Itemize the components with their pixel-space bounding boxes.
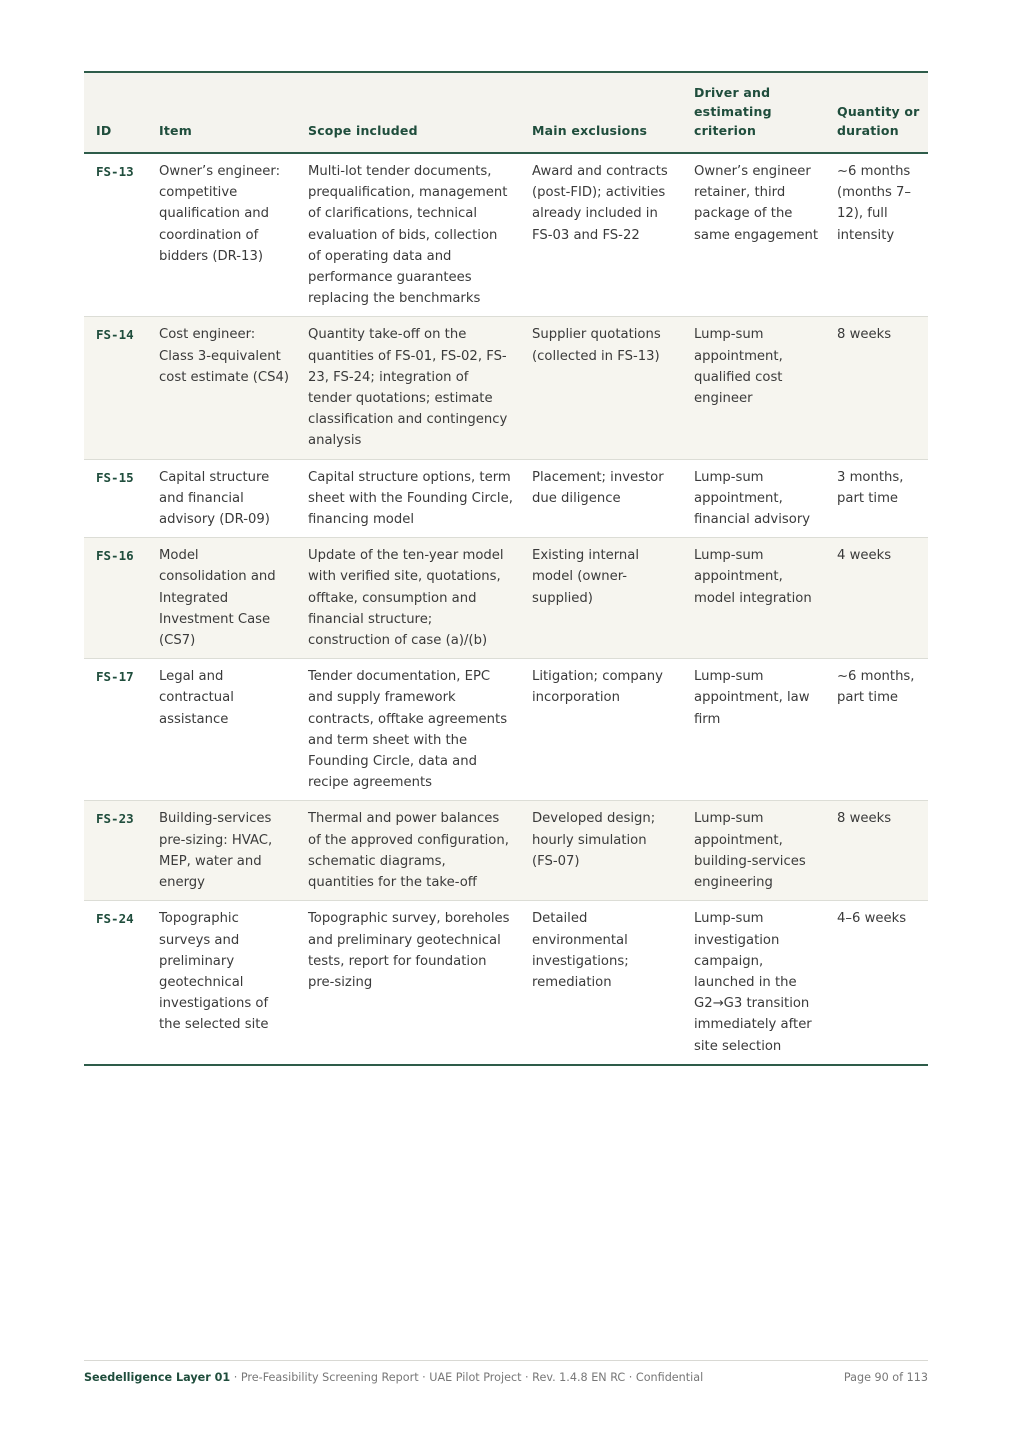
row-driver: Owner’s engineer retainer, third package of the same engagement [694, 164, 818, 243]
row-quantity: ~6 months, part time [837, 669, 915, 706]
cost-table-container [84, 71, 928, 1066]
row-quantity: 4–6 weeks [837, 911, 907, 927]
row-item: Owner’s engineer: competitive qualification and coordination of bidders (DR-13) [159, 164, 281, 264]
row-id: FS-24 [96, 911, 134, 927]
row-driver: Lump-sum appointment, qualified cost engineer [694, 327, 783, 407]
row-exclusions: Award and contracts (post-FID); activities already included in FS-03 and FS-22 [532, 164, 668, 243]
row-scope: Capital structure options, term sheet with the Founding Circle, financing model [308, 469, 513, 528]
footer-page-number: Page 90 of 113 [843, 1371, 928, 1384]
row-item: Cost engineer: Class 3-equivalent cost estimate (CS4) [159, 327, 290, 385]
row-exclusions: Existing internal model (owner-supplied) [532, 548, 640, 606]
footer-brand: Seedelligence Layer 01 [84, 1371, 231, 1384]
row-driver: Lump-sum appointment, law firm [694, 669, 810, 727]
table-row [84, 801, 928, 901]
row-exclusions: Developed design; hourly simulation (FS-07) [532, 811, 656, 869]
row-id: FS-15 [96, 469, 134, 485]
table-row [84, 901, 928, 1065]
footer-left [84, 1371, 703, 1384]
row-scope: Update of the ten-year model with verified site, quotations, offtake, consumption and financial structure; construction of case (a)/(b) [308, 548, 504, 649]
row-exclusions: Supplier quotations (collected in FS-13) [532, 327, 661, 364]
row-id: FS-23 [96, 811, 134, 827]
row-item: Building-services pre-sizing: HVAC, MEP, water and energy [159, 811, 273, 891]
header-driver: Driver and estimating criterion [694, 85, 772, 138]
table-row [84, 538, 928, 659]
table-row [84, 659, 928, 801]
row-id: FS-14 [96, 327, 134, 343]
row-scope: Multi-lot tender documents, prequalification, management of clarifications, technical evaluation of bids, collection of operating data and performance guarantees replacing the benchmarks [308, 164, 508, 307]
row-id: FS-17 [96, 669, 134, 685]
table-row [84, 459, 928, 538]
row-driver: Lump-sum appointment, model integration [694, 548, 812, 606]
row-id: FS-16 [96, 548, 134, 564]
header-item: Item [159, 123, 192, 138]
row-quantity: 8 weeks [837, 811, 892, 827]
row-exclusions: Litigation; company incorporation [532, 669, 663, 706]
row-item: Model consolidation and Integrated Investment Case (CS7) [159, 548, 276, 649]
footer-document-info: · Pre-Feasibility Screening Report · UAE Pilot Project · Rev. 1.4.8 EN RC · Confidential [230, 1371, 704, 1384]
header-scope: Scope included [308, 123, 418, 138]
page-footer [84, 1360, 928, 1384]
header-exclusions: Main exclusions [532, 123, 648, 138]
cost-table [84, 71, 928, 1066]
row-quantity: 3 months, part time [837, 469, 904, 506]
row-quantity: ~6 months (months 7–12), full intensity [837, 164, 911, 243]
row-item: Legal and contractual assistance [159, 669, 234, 727]
row-id: FS-13 [96, 164, 134, 179]
row-scope: Topographic survey, boreholes and preliminary geotechnical tests, report for foundation pre-sizing [308, 911, 510, 990]
row-quantity: 8 weeks [837, 327, 892, 343]
row-item: Capital structure and financial advisory (DR-09) [159, 469, 270, 528]
row-driver: Lump-sum appointment, building-services engineering [694, 811, 806, 891]
table-row [84, 317, 928, 459]
row-item: Topographic surveys and preliminary geotechnical investigations of the selected site [159, 911, 269, 1033]
row-exclusions: Detailed environmental investigations; remediation [532, 911, 629, 990]
row-driver: Lump-sum investigation campaign, launched in the G2→G3 transition immediately after site selection [694, 911, 812, 1054]
table-row [84, 153, 928, 317]
row-scope: Quantity take-off on the quantities of FS-01, FS-02, FS-23, FS-24; integration of tender quotations; estimate classification and contingency analysis [308, 327, 508, 449]
row-scope: Tender documentation, EPC and supply framework contracts, offtake agreements and term sheet with the Founding Circle, data and recipe agreements [308, 669, 508, 791]
header-id: ID [96, 123, 112, 138]
row-quantity: 4 weeks [837, 548, 892, 564]
row-driver: Lump-sum appointment, financial advisory [694, 469, 811, 528]
row-scope: Thermal and power balances of the approved configuration, schematic diagrams, quantities for the take-off [308, 811, 509, 891]
row-exclusions: Placement; investor due diligence [532, 469, 664, 506]
header-quantity: Quantity or duration [837, 104, 920, 138]
table-header-row [84, 72, 928, 153]
